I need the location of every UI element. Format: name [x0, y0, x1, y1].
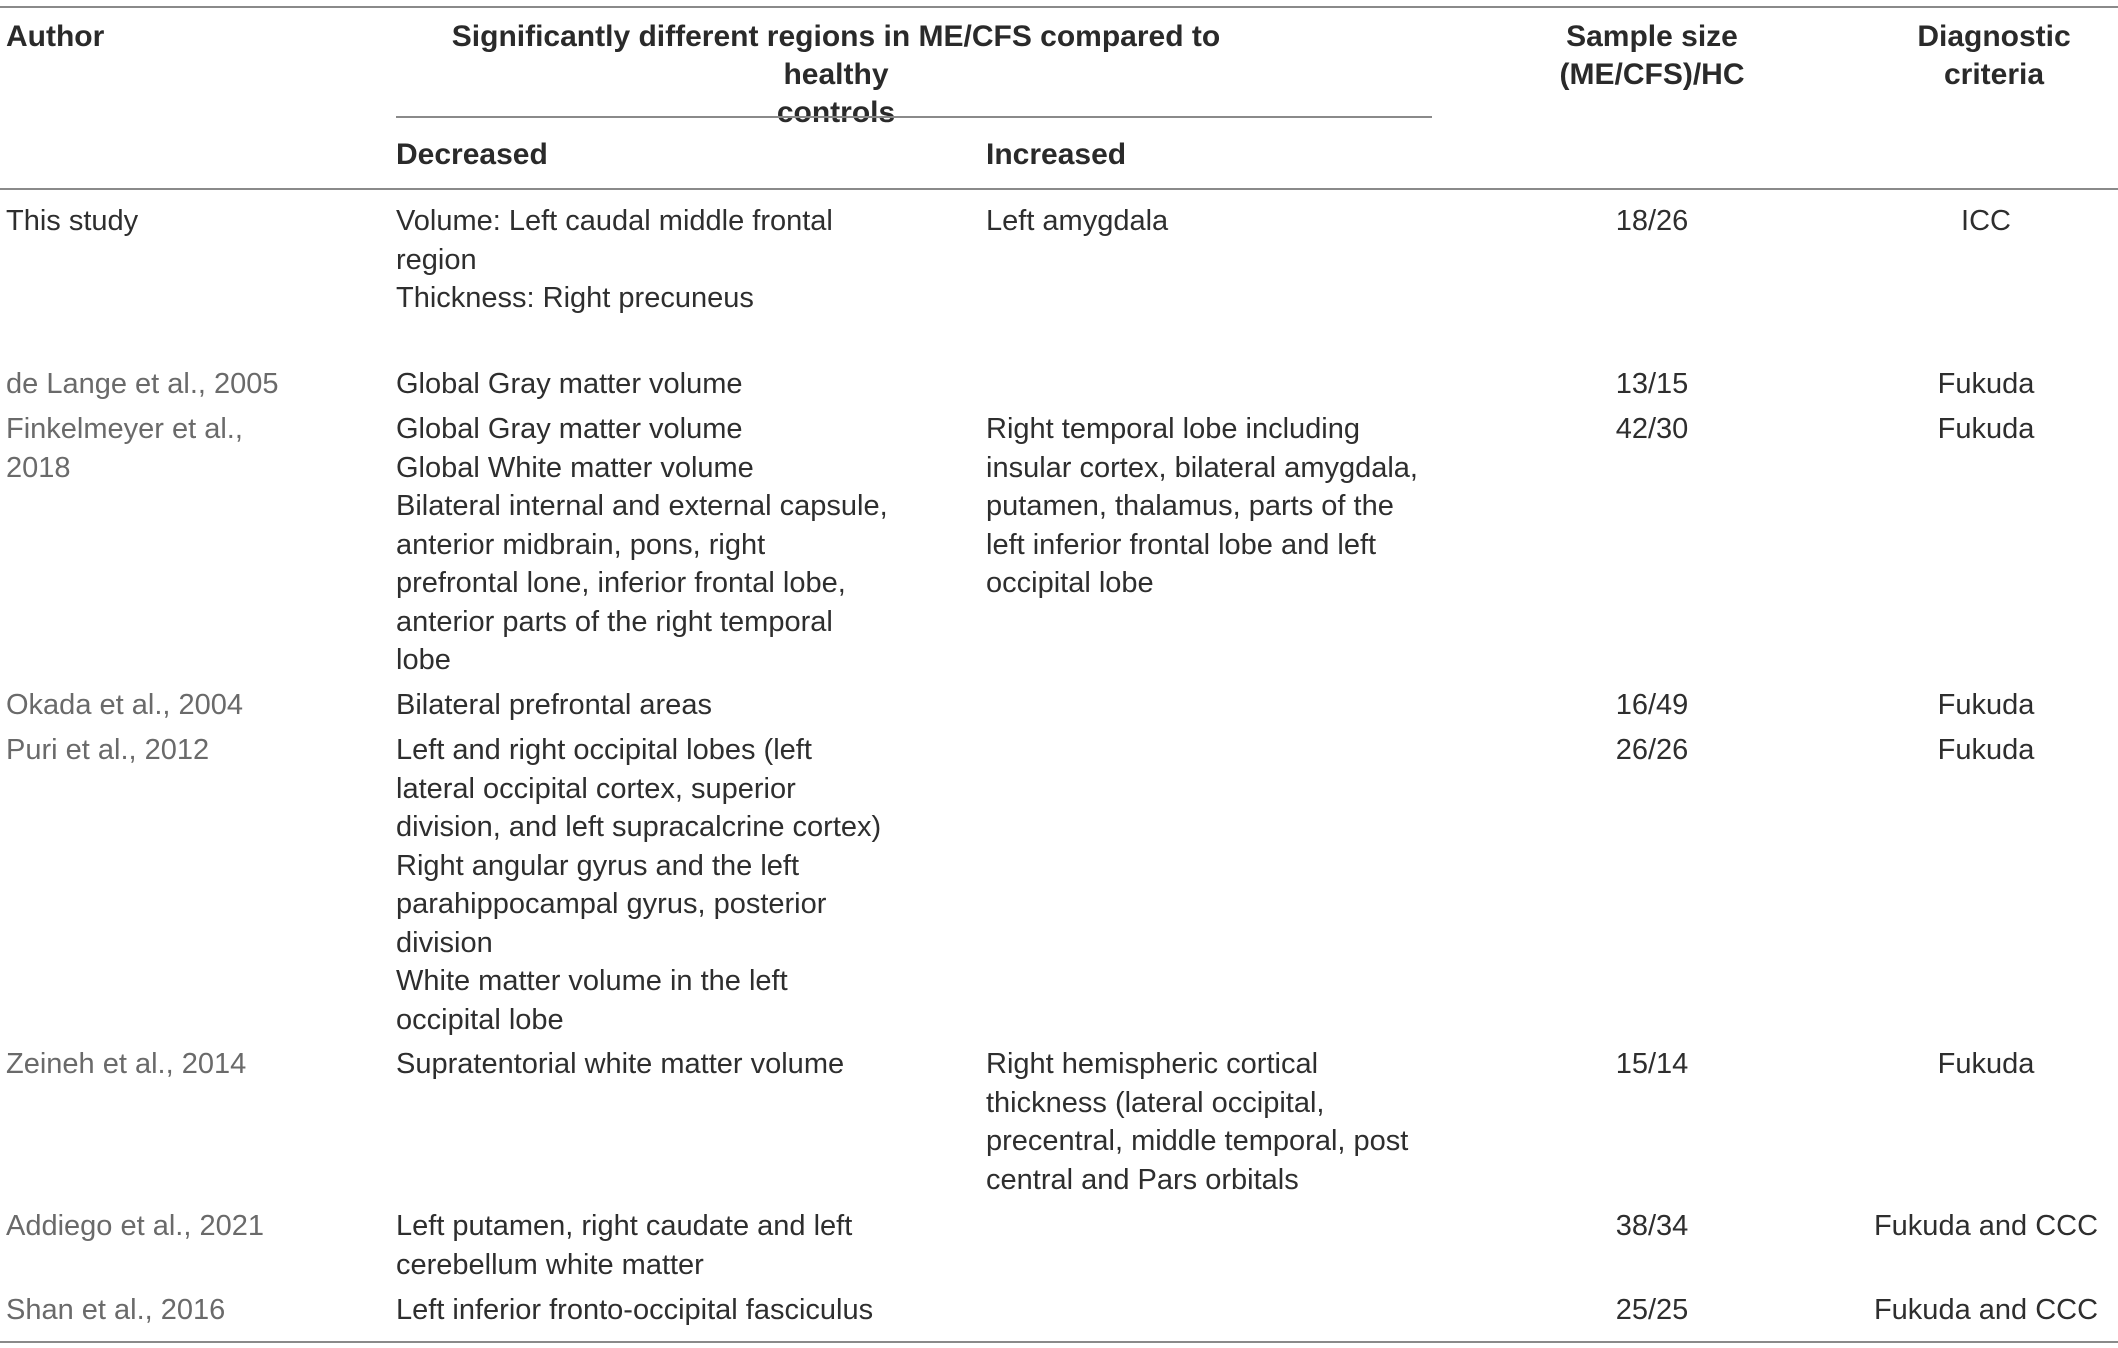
row-decreased: Supratentorial white matter volume [396, 1048, 845, 1080]
row-sample-size: 15/14 [1615, 1048, 1689, 1080]
row-sample-size: 13/15 [1615, 368, 1689, 400]
row-decreased: Left and right occipital lobes (left lateral occipital cortex, superior division, and left supracalcrine cortex) Right angular gyrus and the left parahippocampal gyrus, posterior division White matter volume in the left occipital lobe [396, 734, 882, 1036]
row-author: Puri et al., 2012 [6, 734, 210, 766]
row-increased: Right hemispheric cortical thickness (lateral occipital, precentral, middle temporal, post central and Pars orbitals [986, 1048, 1409, 1196]
row-increased: Right temporal lobe including insular cortex, bilateral amygdala, putamen, thalamus, parts of the left inferior frontal lobe and left occipital lobe [986, 413, 1418, 599]
row-decreased: Volume: Left caudal middle frontal region Thickness: Right precuneus [396, 205, 833, 314]
table-top-rule [0, 6, 2118, 8]
header-diagnostic-criteria: Diagnostic criteria [1917, 20, 2071, 91]
row-diagnostic: Fukuda [1937, 734, 2035, 766]
row-decreased: Left putamen, right caudate and left cerebellum white matter [396, 1210, 853, 1281]
row-sample-size: 16/49 [1615, 689, 1689, 721]
header-author: Author [6, 20, 105, 53]
header-decreased: Decreased [396, 138, 548, 171]
row-sample-size: 18/26 [1615, 205, 1689, 237]
row-sample-size: 38/34 [1615, 1210, 1689, 1242]
row-author: Addiego et al., 2021 [6, 1210, 264, 1242]
header-sample-size: Sample size (ME/CFS)/HC [1559, 20, 1745, 91]
table-bottom-rule [0, 1341, 2118, 1343]
row-author: This study [6, 205, 139, 237]
row-diagnostic: ICC [1961, 205, 2011, 237]
row-decreased: Global Gray matter volume Global White matter volume Bilateral internal and external capsule, anterior midbrain, pons, right prefrontal lone, inferior frontal lobe, anterior parts of the right temporal lobe [396, 413, 888, 676]
row-decreased: Global Gray matter volume [396, 368, 743, 400]
row-decreased: Bilateral prefrontal areas [396, 689, 712, 721]
row-author: de Lange et al., 2005 [6, 368, 279, 400]
row-diagnostic: Fukuda and CCC [1873, 1210, 2099, 1242]
row-decreased: Left inferior fronto-occipital fasciculus [396, 1294, 874, 1326]
row-diagnostic: Fukuda [1937, 368, 2035, 400]
row-author: Zeineh et al., 2014 [6, 1048, 247, 1080]
row-author: Shan et al., 2016 [6, 1294, 226, 1326]
row-increased: Left amygdala [986, 205, 1169, 237]
header-regions-group: Significantly different regions in ME/CFS compared to healthy controls [451, 20, 1221, 129]
row-diagnostic: Fukuda [1937, 689, 2035, 721]
row-diagnostic: Fukuda [1937, 413, 2035, 445]
group-header-rule [396, 116, 1432, 118]
header-bottom-rule [0, 188, 2118, 190]
row-sample-size: 42/30 [1615, 413, 1689, 445]
row-author: Finkelmeyer et al., 2018 [6, 413, 243, 484]
header-increased: Increased [986, 138, 1127, 171]
row-diagnostic: Fukuda and CCC [1873, 1294, 2099, 1326]
row-sample-size: 25/25 [1615, 1294, 1689, 1326]
row-author: Okada et al., 2004 [6, 689, 243, 721]
row-diagnostic: Fukuda [1937, 1048, 2035, 1080]
row-sample-size: 26/26 [1615, 734, 1689, 766]
